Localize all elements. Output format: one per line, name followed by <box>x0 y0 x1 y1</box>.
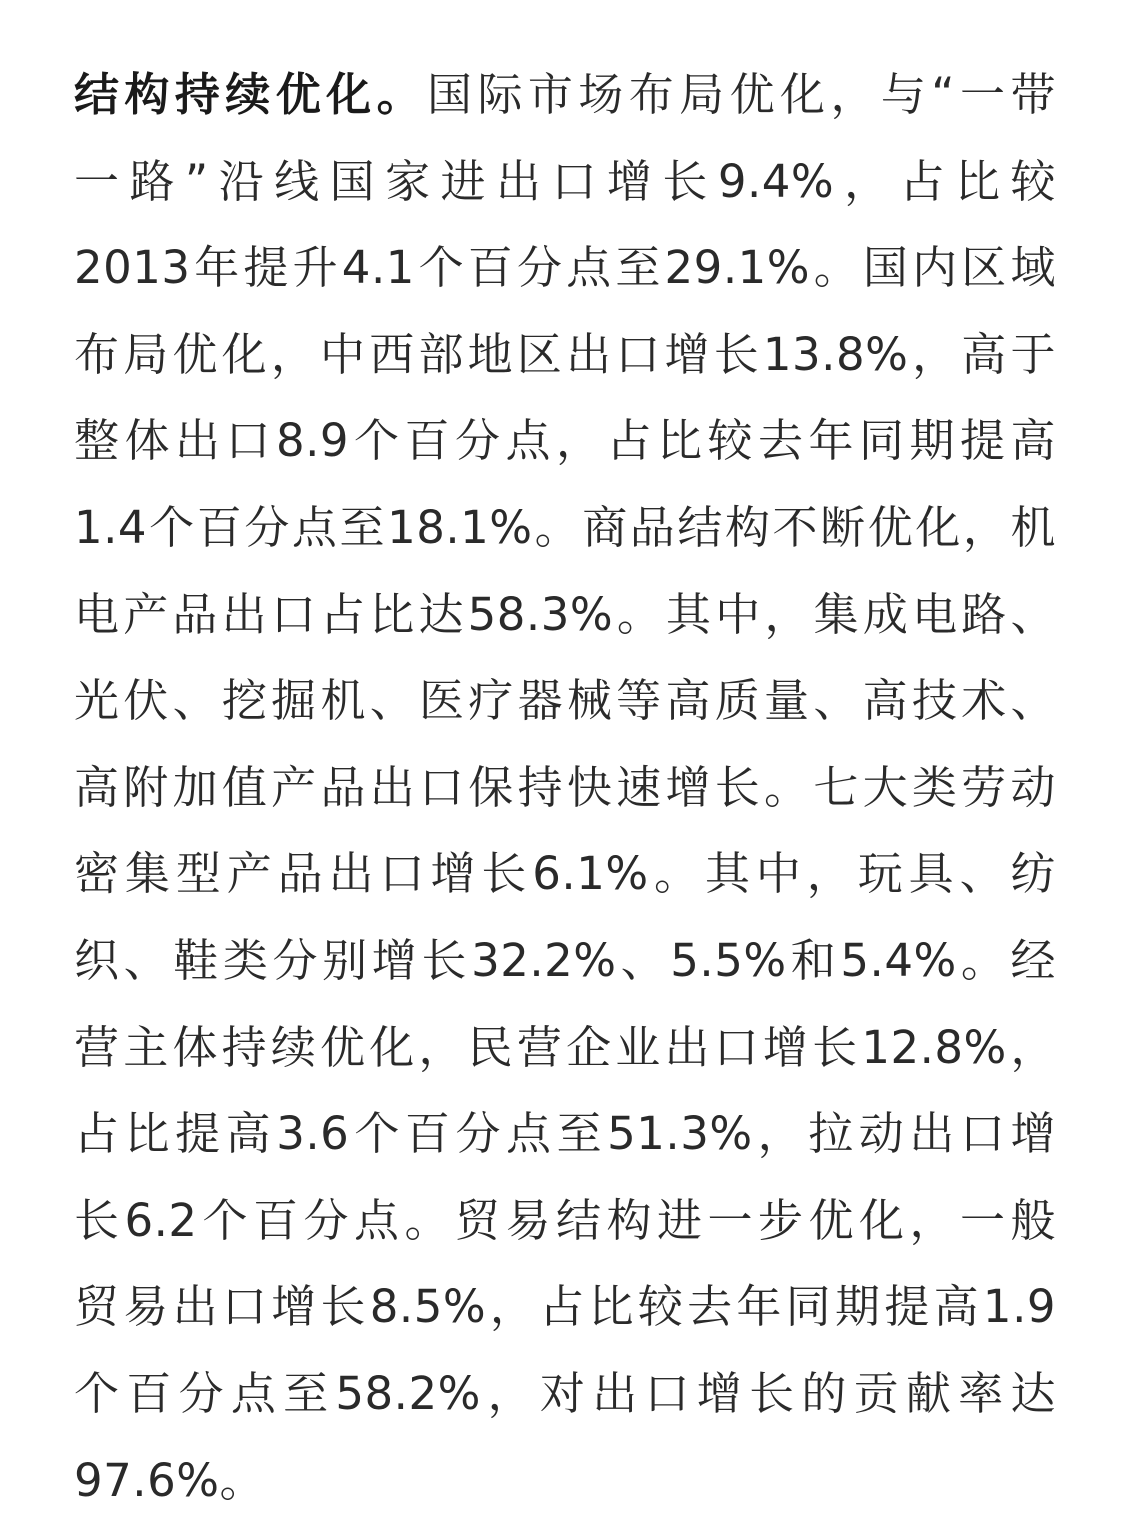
text-line-14: 长6.2个百分点。贸易结构进一步优化，一般 <box>74 1193 1056 1247</box>
text-line-15: 贸易出口增长8.5%，占比较去年同期提高1.9 <box>74 1280 1056 1334</box>
text-line-8: 光伏、挖掘机、医疗器械等高质量、高技术、 <box>74 674 1056 728</box>
text-line-12: 营主体持续优化，民营企业出口增长12.8%， <box>74 1020 1056 1074</box>
text-line-17: 97.6%。 <box>74 1453 265 1507</box>
text-line-11: 织、鞋类分别增长32.2%、5.5%和5.4%。经 <box>74 933 1056 987</box>
text-line-10: 密集型产品出口增长6.1%。其中，玩具、纺 <box>74 847 1056 901</box>
text-line-9: 高附加值产品出口保持快速增长。七大类劳动 <box>74 760 1056 814</box>
text-line-7: 电产品出口占比达58.3%。其中，集成电路、 <box>74 587 1056 641</box>
text-line-2: 一路”沿线国家进出口增长9.4%，占比较 <box>74 154 1056 208</box>
text-line-6: 1.4个百分点至18.1%。商品结构不断优化，机 <box>74 500 1056 554</box>
text-line-3: 2013年提升4.1个百分点至29.1%。国内区域 <box>74 241 1056 295</box>
text-line-1 <box>74 52 1056 139</box>
article-body <box>74 52 1056 1524</box>
text-line-13: 占比提高3.6个百分点至51.3%，拉动出口增 <box>74 1107 1056 1161</box>
text-line-5: 整体出口8.9个百分点，占比较去年同期提高 <box>74 414 1056 468</box>
lead-heading: 结构持续优化。 <box>74 68 428 121</box>
text-line-1-rest: 国际市场布局优化，与“一带 <box>427 68 1056 121</box>
text-line-16: 个百分点至58.2%，对出口增长的贡献率达 <box>74 1366 1056 1420</box>
text-line-4: 布局优化，中西部地区出口增长13.8%，高于 <box>74 327 1056 381</box>
